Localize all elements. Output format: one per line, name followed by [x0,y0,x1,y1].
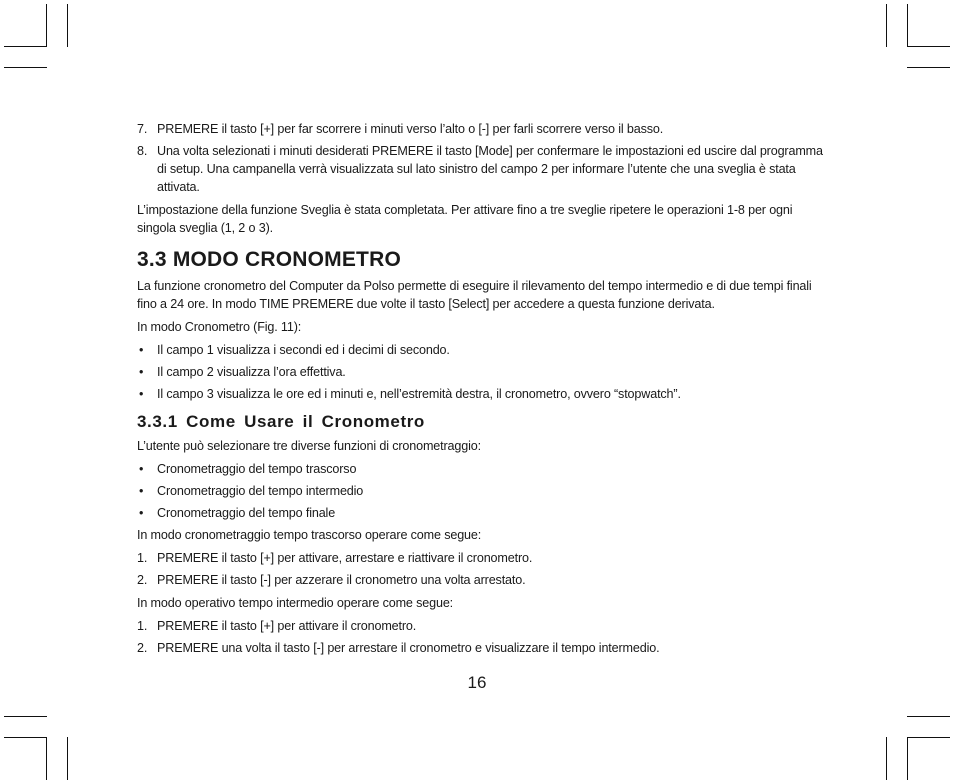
crop-mark [907,716,950,717]
bullet-item [137,385,832,403]
numbered-step [137,639,832,657]
crop-mark [4,716,47,717]
step-text: PREMERE una volta il tasto [-] per arrestare il cronometro e visualizzare il tempo intermedio. [157,641,660,655]
bullet-text: Cronometraggio del tempo trascorso [157,462,357,476]
crop-mark [907,67,950,68]
crop-mark [4,737,47,738]
page-content [137,120,832,657]
step-text: Una volta selezionati i minuti desiderati PREMERE il tasto [Mode] per confermare le impostazioni ed uscire dal programma di setup. Una campanella verrà visualizzata sul lato sinistro del campo 2 per informare l’utente che una sveglia è stata attivata. [157,144,823,194]
crop-mark [886,4,887,47]
section-heading: 3.3 MODO CRONOMETRO [137,248,401,271]
bullet-text: Il campo 3 visualizza le ore ed i minuti e, nell’estremità destra, il cronometro, ovvero “stopwatch”. [157,387,681,401]
crop-mark [46,4,47,47]
bullet-marker: • [139,343,144,357]
crop-mark [907,737,908,780]
numbered-step [137,142,832,196]
bullet-marker: • [139,506,144,520]
bullet-item [137,460,832,478]
crop-mark [4,46,47,47]
paragraph-intro: La funzione cronometro del Computer da Polso permette di eseguire il rilevamento del tempo intermedio e di due tempi finali fino a 24 ore. In modo TIME PREMERE due volte il tasto [Select] per accedere a questa funzione derivata. [137,279,812,311]
step-text: PREMERE il tasto [+] per far scorrere i minuti verso l’alto o [-] per farli scorrere verso il basso. [157,122,664,136]
bullet-marker: • [139,387,144,401]
step-number: 2. [137,641,148,655]
numbered-step [137,120,832,138]
numbered-step [137,571,832,589]
numbered-step [137,549,832,567]
crop-mark [67,737,68,780]
step-text: PREMERE il tasto [-] per azzerare il cronometro una volta arrestato. [157,573,526,587]
crop-mark [886,737,887,780]
bullet-item [137,341,832,359]
step-number: 7. [137,122,148,136]
bullet-item [137,504,832,522]
paragraph-functions-intro: L’utente può selezionare tre diverse funzioni di cronometraggio: [137,439,481,453]
paragraph-mode: In modo Cronometro (Fig. 11): [137,320,302,334]
step-number: 8. [137,144,148,158]
paragraph-elapsed-intro: In modo cronometraggio tempo trascorso operare come segue: [137,528,482,542]
crop-mark [46,737,47,780]
bullet-text: Il campo 1 visualizza i secondi ed i decimi di secondo. [157,343,450,357]
bullet-text: Cronometraggio del tempo finale [157,506,336,520]
step-number: 2. [137,573,148,587]
crop-mark [907,737,950,738]
bullet-marker: • [139,365,144,379]
crop-mark [907,4,908,47]
step-text: PREMERE il tasto [+] per attivare, arrestare e riattivare il cronometro. [157,551,533,565]
step-text: PREMERE il tasto [+] per attivare il cronometro. [157,619,417,633]
bullet-text: Cronometraggio del tempo intermedio [157,484,364,498]
bullet-marker: • [139,484,144,498]
crop-mark [907,46,950,47]
paragraph-alarm-complete: L’impostazione della funzione Sveglia è stata completata. Per attivare fino a tre sveglie ripetere le operazioni 1-8 per ogni singola sveglia (1, 2 o 3). [137,203,793,235]
bullet-marker: • [139,462,144,476]
crop-mark [67,4,68,47]
bullet-text: Il campo 2 visualizza l’ora effettiva. [157,365,346,379]
numbered-step [137,617,832,635]
bullet-item [137,482,832,500]
paragraph-split-intro: In modo operativo tempo intermedio operare come segue: [137,596,454,610]
bullet-item [137,363,832,381]
step-number: 1. [137,619,148,633]
crop-mark [4,67,47,68]
step-number: 1. [137,551,148,565]
subsection-heading: 3.3.1 Come Usare il Cronometro [137,412,425,431]
page-number: 16 [467,673,487,692]
